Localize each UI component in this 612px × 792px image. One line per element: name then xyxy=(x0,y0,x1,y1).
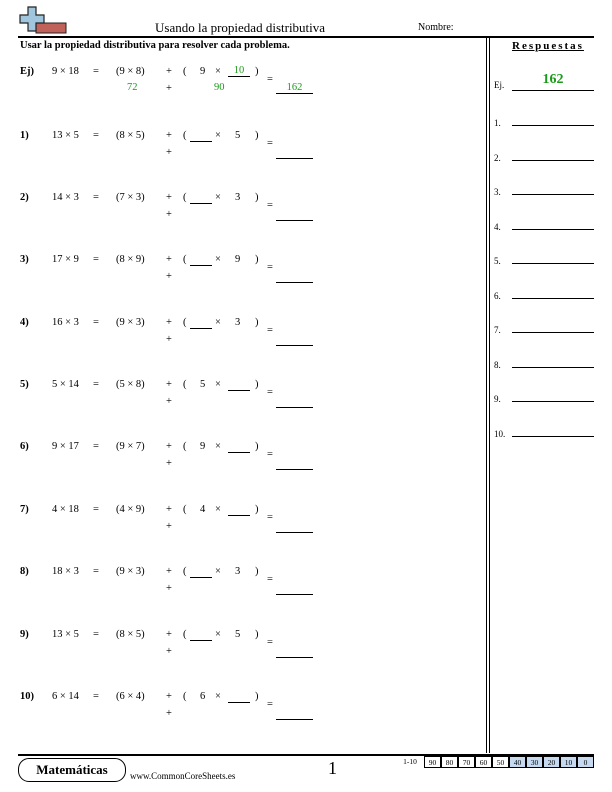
times-sign: × xyxy=(215,441,221,452)
open-paren: ( xyxy=(183,317,187,328)
problem-label: 3) xyxy=(20,254,29,265)
score-range-label: 1-10 xyxy=(403,757,417,766)
equals-sign: = xyxy=(267,699,273,710)
answer-label: 3. xyxy=(494,187,501,197)
answers-title: Respuestas xyxy=(512,40,584,52)
problem-label: 2) xyxy=(20,192,29,203)
answer-example-label: Ej. xyxy=(494,80,505,90)
times-sign: × xyxy=(215,691,221,702)
problem-label: Ej) xyxy=(20,66,34,77)
result-blank[interactable] xyxy=(276,532,313,533)
open-paren: ( xyxy=(183,629,187,640)
left-factor: 5 xyxy=(200,379,206,390)
open-paren: ( xyxy=(183,66,187,77)
name-label: Nombre: xyxy=(418,22,454,33)
result-blank[interactable] xyxy=(276,282,313,283)
answer-example-line xyxy=(512,90,594,91)
score-cell: 70 xyxy=(458,756,475,768)
plus-sign: + xyxy=(166,254,172,265)
result-blank[interactable] xyxy=(276,407,313,408)
equals-sign: = xyxy=(267,512,273,523)
page-number: 1 xyxy=(328,758,337,778)
problem-label: 10) xyxy=(20,691,34,702)
problem-label: 1) xyxy=(20,130,29,141)
plus-sign: + xyxy=(166,396,172,407)
equals-sign: = xyxy=(93,379,99,390)
problem-expression: 6 × 14 xyxy=(52,691,79,702)
open-paren: ( xyxy=(183,130,187,141)
left-factor: 4 xyxy=(200,504,206,515)
split-product: (8 × 5) xyxy=(116,130,145,141)
split-product: (9 × 3) xyxy=(116,566,145,577)
problem-label: 4) xyxy=(20,317,29,328)
answer-label: 5. xyxy=(494,256,501,266)
open-paren: ( xyxy=(183,254,187,265)
answer-line[interactable] xyxy=(512,229,594,230)
answer-line[interactable] xyxy=(512,367,594,368)
equals-sign: = xyxy=(267,387,273,398)
right-factor-blank[interactable] xyxy=(228,505,250,516)
equals-sign: = xyxy=(267,74,273,85)
split-product: (7 × 3) xyxy=(116,192,145,203)
problem-label: 8) xyxy=(20,566,29,577)
close-paren: ) xyxy=(255,130,259,141)
result-blank[interactable] xyxy=(276,594,313,595)
times-sign: × xyxy=(215,130,221,141)
plus-sign: + xyxy=(166,521,172,532)
open-paren: ( xyxy=(183,441,187,452)
split-product: (9 × 7) xyxy=(116,441,145,452)
times-sign: × xyxy=(215,566,221,577)
close-paren: ) xyxy=(255,441,259,452)
split-product: (5 × 8) xyxy=(116,379,145,390)
answer-label: 9. xyxy=(494,394,501,404)
right-factor-blank[interactable] xyxy=(228,442,250,453)
answer-label: 6. xyxy=(494,291,501,301)
right-factor: 5 xyxy=(235,629,241,640)
left-factor: 9 xyxy=(200,441,206,452)
plus-sign: + xyxy=(166,317,172,328)
problem-expression: 17 × 9 xyxy=(52,254,79,265)
answer-example-value: 162 xyxy=(542,72,564,87)
worksheet-title: Usando la propiedad distributiva xyxy=(155,20,326,35)
split-product: (6 × 4) xyxy=(116,691,145,702)
plus-sign: + xyxy=(166,66,172,77)
left-factor: 9 xyxy=(200,66,206,77)
equals-sign: = xyxy=(267,200,273,211)
problem-expression: 9 × 17 xyxy=(52,441,79,452)
result-blank[interactable] xyxy=(276,657,313,658)
partial-product-2: 90 xyxy=(214,82,225,93)
answer-label: 4. xyxy=(494,222,501,232)
left-factor-blank[interactable] xyxy=(190,193,212,204)
plus-sign: + xyxy=(166,583,172,594)
right-factor-blank[interactable] xyxy=(228,380,250,391)
result-blank[interactable] xyxy=(276,220,313,221)
right-factor: 5 xyxy=(235,130,241,141)
equals-sign: = xyxy=(93,317,99,328)
open-paren: ( xyxy=(183,192,187,203)
top-rule xyxy=(18,36,594,38)
result-blank[interactable] xyxy=(276,158,313,159)
plus-sign: + xyxy=(166,130,172,141)
example-result: 162 xyxy=(276,82,313,94)
equals-sign: = xyxy=(267,637,273,648)
plus-sign: + xyxy=(166,691,172,702)
score-cell: 30 xyxy=(526,756,543,768)
problem-expression: 16 × 3 xyxy=(52,317,79,328)
equals-sign: = xyxy=(93,691,99,702)
left-factor-blank[interactable] xyxy=(190,630,212,641)
problem-expression: 4 × 18 xyxy=(52,504,79,515)
plus-sign: + xyxy=(166,646,172,657)
right-factor: 3 xyxy=(235,566,241,577)
plus-sign: + xyxy=(166,147,172,158)
brand-badge: Matemáticas xyxy=(18,758,126,782)
answer-label: 8. xyxy=(494,360,501,370)
answer-line[interactable] xyxy=(512,194,594,195)
answer-line[interactable] xyxy=(512,263,594,264)
right-factor: 9 xyxy=(235,254,241,265)
close-paren: ) xyxy=(255,66,259,77)
plus-sign: + xyxy=(166,334,172,345)
score-cell: 10 xyxy=(560,756,577,768)
instructions: Usar la propiedad distributiva para resolver cada problema. xyxy=(20,40,290,51)
times-sign: × xyxy=(215,192,221,203)
result-blank[interactable] xyxy=(276,719,313,720)
left-factor-blank[interactable] xyxy=(190,318,212,329)
problem-expression: 9 × 18 xyxy=(52,66,79,77)
times-sign: × xyxy=(215,504,221,515)
close-paren: ) xyxy=(255,254,259,265)
split-product: (9 × 8) xyxy=(116,66,145,77)
answer-label: 7. xyxy=(494,325,501,335)
times-sign: × xyxy=(215,379,221,390)
result-blank[interactable] xyxy=(276,469,313,470)
equals-sign: = xyxy=(93,66,99,77)
problem-label: 9) xyxy=(20,629,29,640)
equals-sign: = xyxy=(93,504,99,515)
close-paren: ) xyxy=(255,379,259,390)
answer-line[interactable] xyxy=(512,401,594,402)
equals-sign: = xyxy=(267,138,273,149)
result-blank[interactable] xyxy=(276,345,313,346)
problem-label: 5) xyxy=(20,379,29,390)
left-factor-blank[interactable] xyxy=(190,567,212,578)
right-factor: 3 xyxy=(235,317,241,328)
score-cell: 60 xyxy=(475,756,492,768)
close-paren: ) xyxy=(255,504,259,515)
problem-label: 7) xyxy=(20,504,29,515)
times-sign: × xyxy=(215,66,221,77)
equals-sign: = xyxy=(267,262,273,273)
answer-line[interactable] xyxy=(512,298,594,299)
equals-sign: = xyxy=(267,574,273,585)
problem-expression: 5 × 14 xyxy=(52,379,79,390)
site-url: www.CommonCoreSheets.es xyxy=(130,771,236,781)
plus-sign: + xyxy=(166,209,172,220)
problem-expression: 13 × 5 xyxy=(52,629,79,640)
plus-sign: + xyxy=(166,629,172,640)
plus-sign: + xyxy=(166,271,172,282)
score-cell: 50 xyxy=(492,756,509,768)
plus-sign: + xyxy=(166,83,172,94)
plus-sign: + xyxy=(166,192,172,203)
right-factor: 3 xyxy=(235,192,241,203)
answer-label: 10. xyxy=(494,429,506,439)
split-product: (8 × 5) xyxy=(116,629,145,640)
score-cell: 90 xyxy=(424,756,441,768)
score-cell: 20 xyxy=(543,756,560,768)
partial-product-1: 72 xyxy=(127,82,138,93)
plus-sign: + xyxy=(166,566,172,577)
problem-label: 6) xyxy=(20,441,29,452)
score-cell: 40 xyxy=(509,756,526,768)
open-paren: ( xyxy=(183,504,187,515)
equals-sign: = xyxy=(93,192,99,203)
open-paren: ( xyxy=(183,566,187,577)
answer-line[interactable] xyxy=(512,125,594,126)
times-sign: × xyxy=(215,317,221,328)
times-sign: × xyxy=(215,254,221,265)
problem-expression: 14 × 3 xyxy=(52,192,79,203)
times-sign: × xyxy=(215,629,221,640)
score-cell: 80 xyxy=(441,756,458,768)
equals-sign: = xyxy=(93,566,99,577)
equals-sign: = xyxy=(267,449,273,460)
close-paren: ) xyxy=(255,691,259,702)
equals-sign: = xyxy=(93,441,99,452)
left-factor-blank[interactable] xyxy=(190,131,212,142)
equals-sign: = xyxy=(93,254,99,265)
plus-sign: + xyxy=(166,458,172,469)
answer-line[interactable] xyxy=(512,332,594,333)
score-cell: 0 xyxy=(577,756,594,768)
left-factor-blank[interactable] xyxy=(190,255,212,266)
close-paren: ) xyxy=(255,317,259,328)
equals-sign: = xyxy=(93,130,99,141)
problem-expression: 13 × 5 xyxy=(52,130,79,141)
answer-line[interactable] xyxy=(512,160,594,161)
plus-sign: + xyxy=(166,441,172,452)
open-paren: ( xyxy=(183,691,187,702)
open-paren: ( xyxy=(183,379,187,390)
close-paren: ) xyxy=(255,192,259,203)
answer-label: 2. xyxy=(494,153,501,163)
plus-sign: + xyxy=(166,379,172,390)
equals-sign: = xyxy=(267,325,273,336)
problem-expression: 18 × 3 xyxy=(52,566,79,577)
plus-sign: + xyxy=(166,708,172,719)
split-product: (8 × 9) xyxy=(116,254,145,265)
right-factor: 10 xyxy=(228,65,250,77)
left-factor: 6 xyxy=(200,691,206,702)
split-product: (9 × 3) xyxy=(116,317,145,328)
split-product: (4 × 9) xyxy=(116,504,145,515)
right-factor-blank[interactable] xyxy=(228,692,250,703)
close-paren: ) xyxy=(255,566,259,577)
plus-sign: + xyxy=(166,504,172,515)
column-divider xyxy=(486,36,487,753)
answer-label: 1. xyxy=(494,118,501,128)
answer-line[interactable] xyxy=(512,436,594,437)
plus-logo-icon xyxy=(18,5,70,35)
close-paren: ) xyxy=(255,629,259,640)
column-divider-inner xyxy=(489,36,490,753)
equals-sign: = xyxy=(93,629,99,640)
